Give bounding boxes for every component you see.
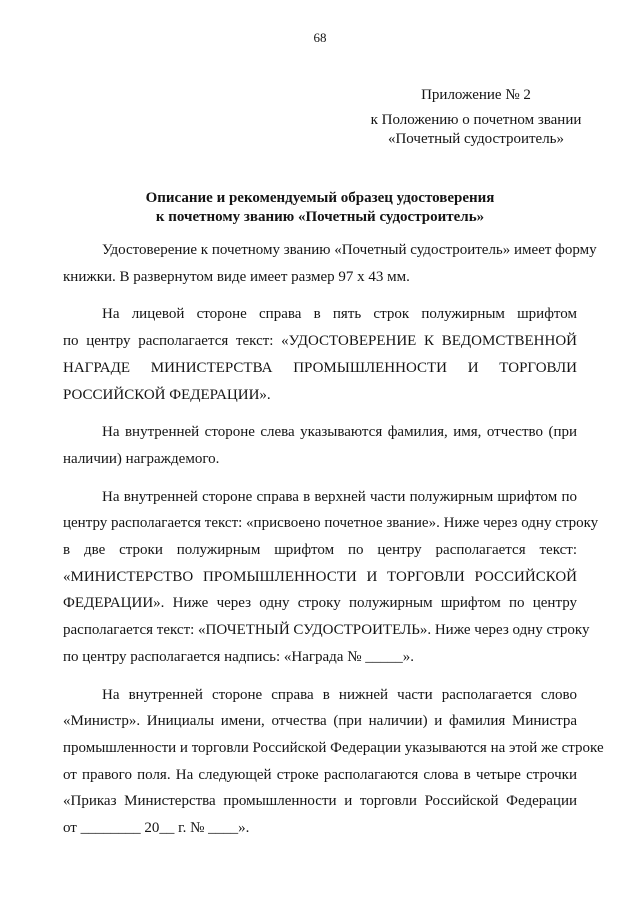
paragraph-line: На лицевой стороне справа в пять строк полужирным шрифтом — [102, 306, 577, 323]
paragraph-line: «МИНИСТЕРСТВО ПРОМЫШЛЕННОСТИ И ТОРГОВЛИ РОССИЙСКОЙ — [63, 568, 577, 585]
paragraph-line: от правого поля. На следующей строке располагаются слова в четыре строчки — [63, 766, 577, 783]
paragraph-line: центру располагается текст: «присвоено почетное звание». Ниже через одну строку — [63, 515, 599, 532]
paragraph-line: наличии) награждемого. — [63, 450, 220, 467]
paragraph-line: НАГРАДЕ МИНИСТЕРСТВА ПРОМЫШЛЕННОСТИ И ТОРГОВЛИ — [63, 359, 577, 376]
paragraph-line: по центру располагается надпись: «Награда № _____». — [63, 648, 415, 665]
appendix-reference — [346, 111, 606, 149]
paragraph-line: по центру располагается текст: «УДОСТОВЕРЕНИЕ К ВЕДОМСТВЕННОЙ — [63, 333, 577, 350]
document-title-line: Описание и рекомендуемый образец удостоверения — [145, 190, 495, 206]
body-paragraph — [63, 419, 577, 472]
document-title — [60, 189, 580, 227]
body-paragraph — [63, 301, 577, 408]
body-paragraph — [63, 682, 604, 842]
document-title-line: к почетному званию «Почетный судостроитель» — [155, 209, 485, 225]
paragraph-line: На внутренней стороне справа в нижней части располагается слово — [102, 686, 577, 703]
paragraph-line: Удостоверение к почетному званию «Почетный судостроитель» имеет форму — [102, 242, 597, 258]
document-body — [63, 237, 604, 842]
paragraph-line: книжки. В развернутом виде имеет размер 97 х 43 мм. — [63, 268, 410, 285]
paragraph-line: РОССИЙСКОЙ ФЕДЕРАЦИИ». — [63, 386, 271, 403]
paragraph-line: «Приказ Министерства промышленности и торговли Российской Федерации — [63, 793, 577, 810]
body-paragraph — [63, 237, 597, 290]
paragraph-line: в две строки полужирным шрифтом по центру располагается текст: — [63, 542, 577, 559]
paragraph-line: от ________ 20__ г. № ____». — [63, 820, 250, 837]
appendix-reference-line: «Почетный судостроитель» — [387, 131, 565, 147]
paragraph-line: На внутренней стороне справа в верхней части полужирным шрифтом по — [102, 488, 577, 505]
paragraph-line: На внутренней стороне слева указываются фамилия, имя, отчество (при — [102, 424, 577, 441]
paragraph-line: «Министр». Инициалы имени, отчества (при наличии) и фамилия Министра — [63, 713, 577, 730]
appendix-reference-line: к Положению о почетном звании — [370, 112, 582, 128]
paragraph-line: располагается текст: «ПОЧЕТНЫЙ СУДОСТРОИТЕЛЬ». Ниже через одну строку — [63, 622, 590, 639]
paragraph-line: ФЕДЕРАЦИИ». Ниже через одну строку полужирным шрифтом по центру — [63, 595, 577, 612]
body-paragraph — [63, 484, 599, 671]
paragraph-line: промышленности и торговли Российской Федерации указываются на этой же строке — [63, 739, 604, 756]
page-number: 68 — [313, 30, 327, 45]
appendix-title: Приложение № 2 — [421, 87, 531, 103]
